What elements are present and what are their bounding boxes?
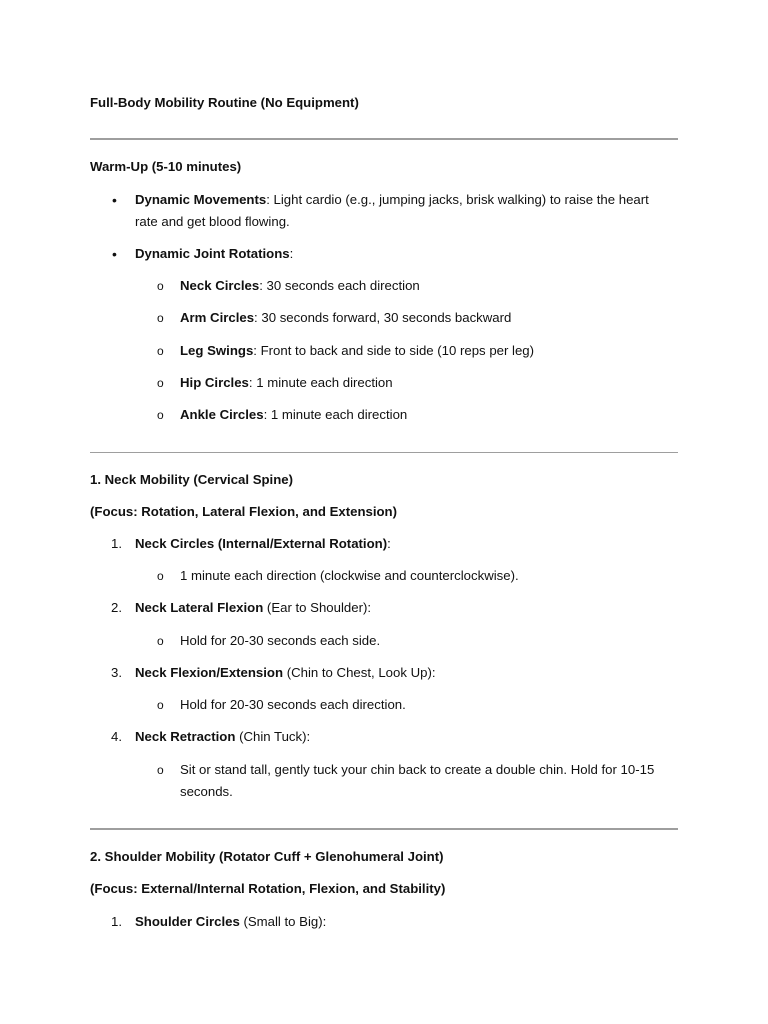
list-item-continuation: rate and get blood flowing. — [135, 214, 290, 229]
section-heading: 1. Neck Mobility (Cervical Spine) — [90, 472, 294, 487]
step-item: Neck Lateral Flexion (Ear to Shoulder): — [135, 600, 372, 615]
sub-list-item: Neck Circles: 30 seconds each direction — [180, 278, 420, 293]
sub-bullet-marker: o — [157, 698, 164, 712]
sub-list-item: Hip Circles: 1 minute each direction — [180, 375, 393, 390]
list-item: Dynamic Joint Rotations: — [135, 246, 294, 261]
divider — [90, 828, 678, 830]
sub-bullet-marker: o — [157, 408, 164, 422]
step-detail: 1 minute each direction (clockwise and counterclockwise). — [180, 568, 519, 583]
step-detail: Sit or stand tall, gently tuck your chin back to create a double chin. Hold for 10-15 — [180, 762, 655, 777]
step-number: 2. — [111, 600, 122, 615]
sub-bullet-marker: o — [157, 279, 164, 293]
step-number: 4. — [111, 729, 122, 744]
step-detail: Hold for 20-30 seconds each direction. — [180, 697, 406, 712]
document-title: Full-Body Mobility Routine (No Equipment) — [90, 95, 359, 110]
sub-bullet-marker: o — [157, 634, 164, 648]
sub-list-item: Arm Circles: 30 seconds forward, 30 seconds backward — [180, 310, 512, 325]
section-focus: (Focus: External/Internal Rotation, Flexion, and Stability) — [90, 881, 446, 896]
step-number: 1. — [111, 914, 122, 929]
step-item: Neck Flexion/Extension (Chin to Chest, Look Up): — [135, 665, 436, 680]
section-focus: (Focus: Rotation, Lateral Flexion, and Extension) — [90, 504, 398, 519]
step-number: 1. — [111, 536, 122, 551]
bullet-marker: • — [112, 192, 117, 208]
list-item: Dynamic Movements: Light cardio (e.g., jumping jacks, brisk walking) to raise the heart — [135, 192, 649, 207]
bullet-marker: • — [112, 246, 117, 262]
sub-bullet-marker: o — [157, 376, 164, 390]
sub-bullet-marker: o — [157, 344, 164, 358]
divider — [90, 138, 678, 140]
sub-bullet-marker: o — [157, 569, 164, 583]
step-item: Shoulder Circles (Small to Big): — [135, 914, 327, 929]
step-detail-continuation: seconds. — [180, 784, 233, 799]
step-item: Neck Retraction (Chin Tuck): — [135, 729, 311, 744]
sub-bullet-marker: o — [157, 763, 164, 777]
warmup-heading: Warm-Up (5-10 minutes) — [90, 159, 242, 174]
section-heading: 2. Shoulder Mobility (Rotator Cuff + Glenohumeral Joint) — [90, 849, 444, 864]
step-number: 3. — [111, 665, 122, 680]
divider — [90, 452, 678, 453]
step-detail: Hold for 20-30 seconds each side. — [180, 633, 381, 648]
sub-list-item: Leg Swings: Front to back and side to side (10 reps per leg) — [180, 343, 535, 358]
sub-list-item: Ankle Circles: 1 minute each direction — [180, 407, 408, 422]
step-item: Neck Circles (Internal/External Rotation): — [135, 536, 391, 551]
sub-bullet-marker: o — [157, 311, 164, 325]
